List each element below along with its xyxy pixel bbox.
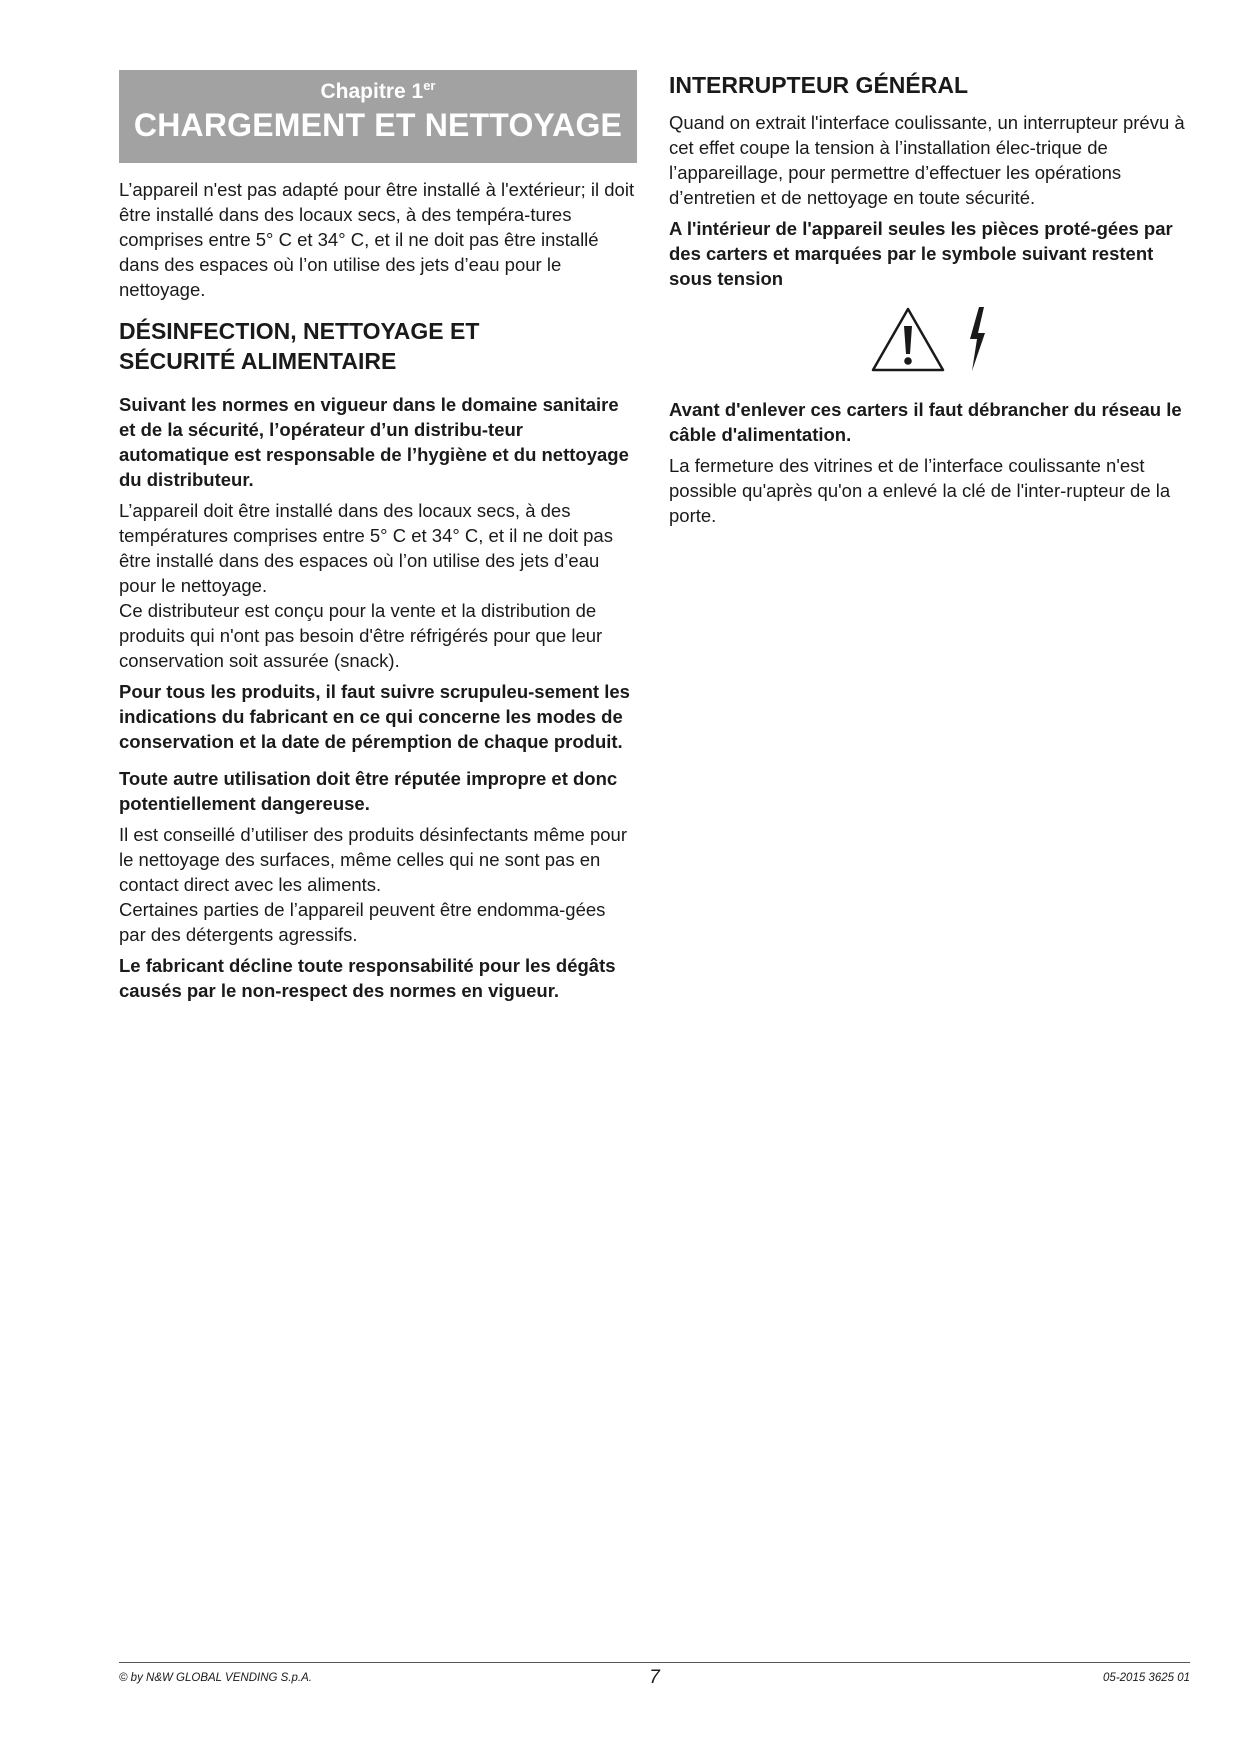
paragraph-key: La fermeture des vitrines et de l’interface coulissante n'est possible qu'après qu'on a enlevé la clé de l'inter-rupteur de la porte. — [669, 455, 1171, 526]
bold-paragraph-hygiene: Suivant les normes en vigueur dans le domaine sanitaire et de la sécurité, l’opérateur d’un distribu-teur automatique est responsable de l’hygiène et du nettoyage du distributeur. — [119, 394, 629, 490]
chapter-superscript: er — [423, 78, 436, 93]
lightning-bolt-icon — [965, 305, 989, 373]
paragraph-disinfectants: Il est conseillé d’utiliser des produits désinfectants même pour le nettoyage des surfaces, même celles qui ne sont pas en contact direct avec les aliments. — [119, 824, 627, 895]
left-column — [119, 70, 637, 1009]
footer-copyright: © by N&W GLOBAL VENDING S.p.A. — [119, 1672, 312, 1684]
paragraph-switch: Quand on extrait l'interface coulissante, un interrupteur prévu à cet effet coupe la tension à l’installation élec-trique de l’appareillage, pour permettre d’effectuer les opérations d’entretien et de nettoyage en toute sécurité. — [669, 112, 1185, 208]
bold-paragraph-products: Pour tous les produits, il faut suivre scrupuleu-sement les indications du fabricant en ce qui concerne les modes de conservation et la date de péremption de chaque produit. — [119, 681, 630, 752]
bold-paragraph-live-parts: A l'intérieur de l'appareil seules les pièces proté-gées par des carters et marquées par le symbole suivant restent sous tension — [669, 218, 1173, 289]
footer-doc-code: 05-2015 3625 01 — [1103, 1672, 1190, 1684]
bold-paragraph-improper-use: Toute autre utilisation doit être réputée impropre et donc potentiellement dangereuse. — [119, 768, 618, 814]
section-title-disinfection: DÉSINFECTION, NETTOYAGE ET SÉCURITÉ ALIMENTAIRE — [119, 318, 480, 374]
intro-paragraph: L’appareil n'est pas adapté pour être installé à l'extérieur; il doit être installé dans des locaux secs, à des tempéra-tures comprises entre 5° C et 34° C, et il ne doit pas être installé dans des espaces où l’on utilise des jets d’eau pour le nettoyage. — [119, 179, 635, 300]
electrical-hazard-symbols — [669, 299, 1189, 379]
chapter-header — [119, 70, 637, 163]
warning-triangle-icon — [869, 304, 947, 374]
bold-paragraph-liability: Le fabricant décline toute responsabilité pour les dégâts causés par le non-respect des normes en vigueur. — [119, 955, 616, 1001]
section-title-main-switch: INTERRUPTEUR GÉNÉRAL — [669, 72, 969, 98]
paragraph-distribution: Ce distributeur est conçu pour la vente et la distribution de produits qui n'ont pas besoin d'être réfrigérés pour que leur conservation soit assurée (snack). — [119, 600, 603, 671]
bold-paragraph-disconnect: Avant d'enlever ces carters il faut débrancher du réseau le câble d'alimentation. — [669, 399, 1182, 445]
paragraph-detergents: Certaines parties de l’appareil peuvent être endomma-gées par des détergents agressifs. — [119, 899, 606, 945]
page-number: 7 — [649, 1667, 660, 1688]
chapter-title: CHARGEMENT ET NETTOYAGE — [133, 107, 623, 143]
page-footer — [119, 1667, 1190, 1689]
paragraph-installation: L’appareil doit être installé dans des locaux secs, à des températures comprises entre 5° C et 34° C, et il ne doit pas être installé dans des espaces où l’on utilise des jets d’eau pour le nettoyage. — [119, 500, 613, 596]
footer-divider — [119, 1662, 1190, 1663]
right-column — [669, 70, 1189, 534]
chapter-label: Chapitre 1er — [320, 78, 436, 103]
